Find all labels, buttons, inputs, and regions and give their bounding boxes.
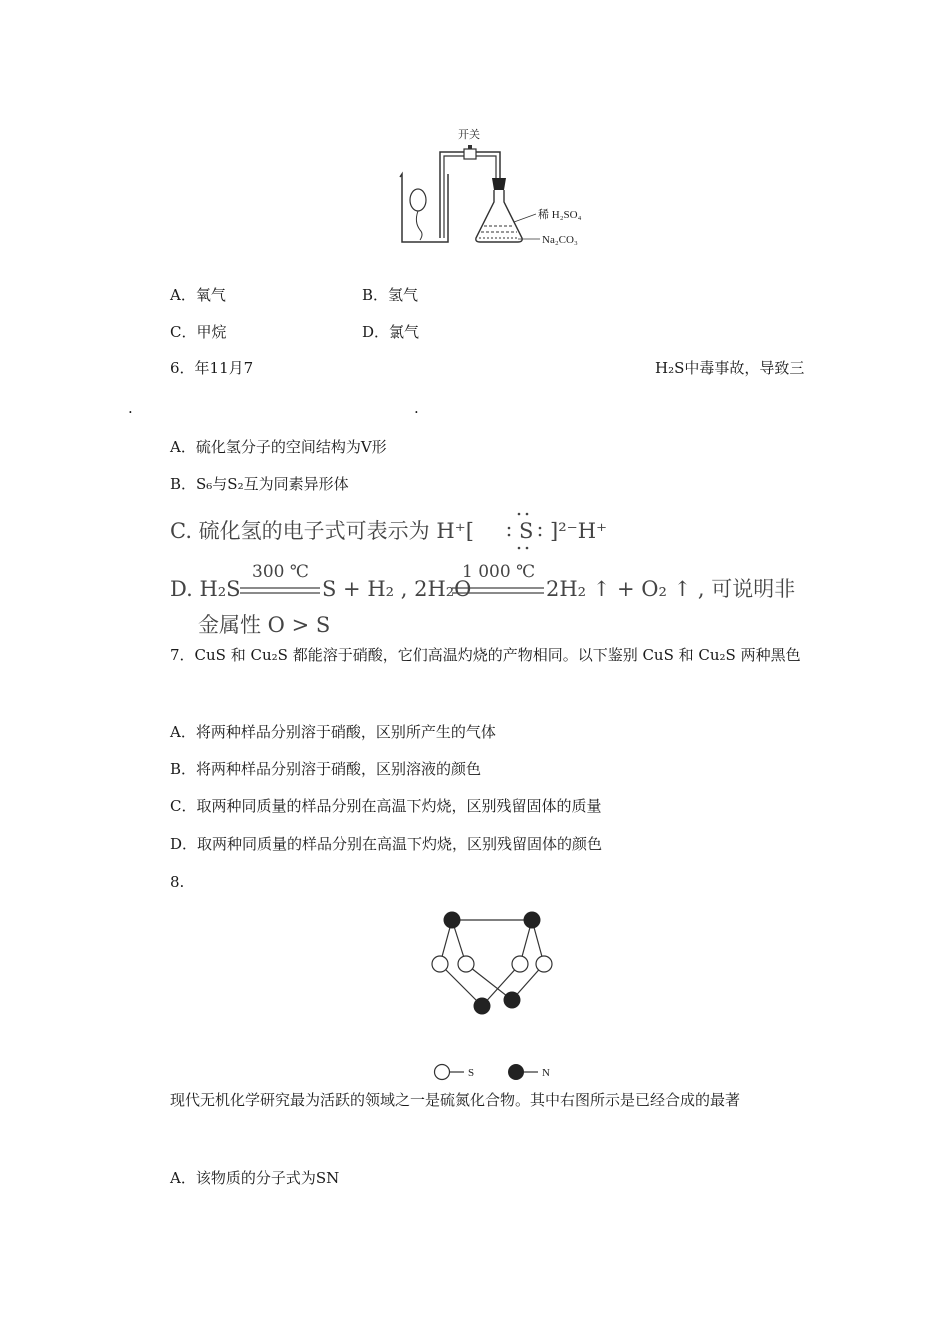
- q6-option-c-text: C. 硫化氢的电子式可表示为 H⁺[: [170, 519, 474, 543]
- q6-option-d-condition-1: 300 ℃: [252, 562, 309, 582]
- legend-sulfur: S: [468, 1067, 475, 1079]
- q5-option-d: D．氯气: [362, 323, 420, 341]
- q6-option-d-line2: 金属性 O > S: [198, 613, 331, 637]
- gas-apparatus-diagram: [390, 122, 590, 247]
- q6-option-d-start: D. H₂S: [170, 577, 241, 601]
- q5-option-b: B．氢气: [362, 286, 419, 304]
- q5-option-a: A．氧气: [170, 286, 226, 304]
- q7-option-b: B．将两种样品分别溶于硝酸，区别溶液的颜色: [170, 760, 482, 778]
- carbonate-label: Na₂CO₃: [542, 234, 578, 246]
- sulfur-nitride-structure: [420, 902, 570, 1082]
- legend-nitrogen: N: [542, 1067, 550, 1079]
- q8-stem: 现代无机化学研究最为活跃的领域之一是硫氮化合物。其中右图所示是已经合成的最著: [170, 1091, 741, 1109]
- q7-option-d: D．取两种同质量的样品分别在高温下灼烧，区别残留固体的颜色: [170, 835, 603, 853]
- q6-option-d-end: 2H₂ ↑ + O₂ ↑ , 可说明非: [546, 577, 796, 601]
- q6-dot-right: .: [414, 399, 419, 417]
- q7-option-c: C．取两种同质量的样品分别在高温下灼烧，区别残留固体的质量: [170, 797, 602, 815]
- q6-option-c-atom: S: [519, 519, 534, 543]
- q7-option-a: A．将两种样品分别溶于硝酸，区别所产生的气体: [170, 723, 496, 741]
- q6-stem-left: 6．年11月7: [170, 359, 254, 377]
- q6-option-a: A．硫化氢分子的空间结构为V形: [170, 438, 387, 456]
- q6-dot-left: .: [128, 399, 133, 417]
- q8-number: 8.: [170, 873, 185, 891]
- q6-option-c-tail: ]²⁻H⁺: [550, 519, 608, 543]
- q8-option-a: A．该物质的分子式为SN: [170, 1169, 340, 1187]
- q5-option-c: C．甲烷: [170, 323, 227, 341]
- electron-dots: [505, 512, 545, 552]
- acid-label: 稀 H₂SO₄: [538, 209, 582, 221]
- q6-option-b: B．S₆与S₂互为同素异形体: [170, 475, 349, 493]
- equals-arrow-1: [240, 587, 320, 595]
- q7-stem: 7．CuS 和 Cu₂S 都能溶于硝酸，它们高温灼烧的产物相同。以下鉴别 CuS 和 Cu₂S 两种黑色: [170, 646, 801, 664]
- switch-label: 开关: [458, 129, 480, 141]
- q6-stem-right: H₂S中毒事故，导致三: [655, 359, 805, 377]
- q6-option-d-condition-2: 1 000 ℃: [462, 562, 536, 582]
- q6-option-d-mid: S + H₂ , 2H₂O: [322, 577, 472, 601]
- equals-arrow-2: [452, 587, 544, 595]
